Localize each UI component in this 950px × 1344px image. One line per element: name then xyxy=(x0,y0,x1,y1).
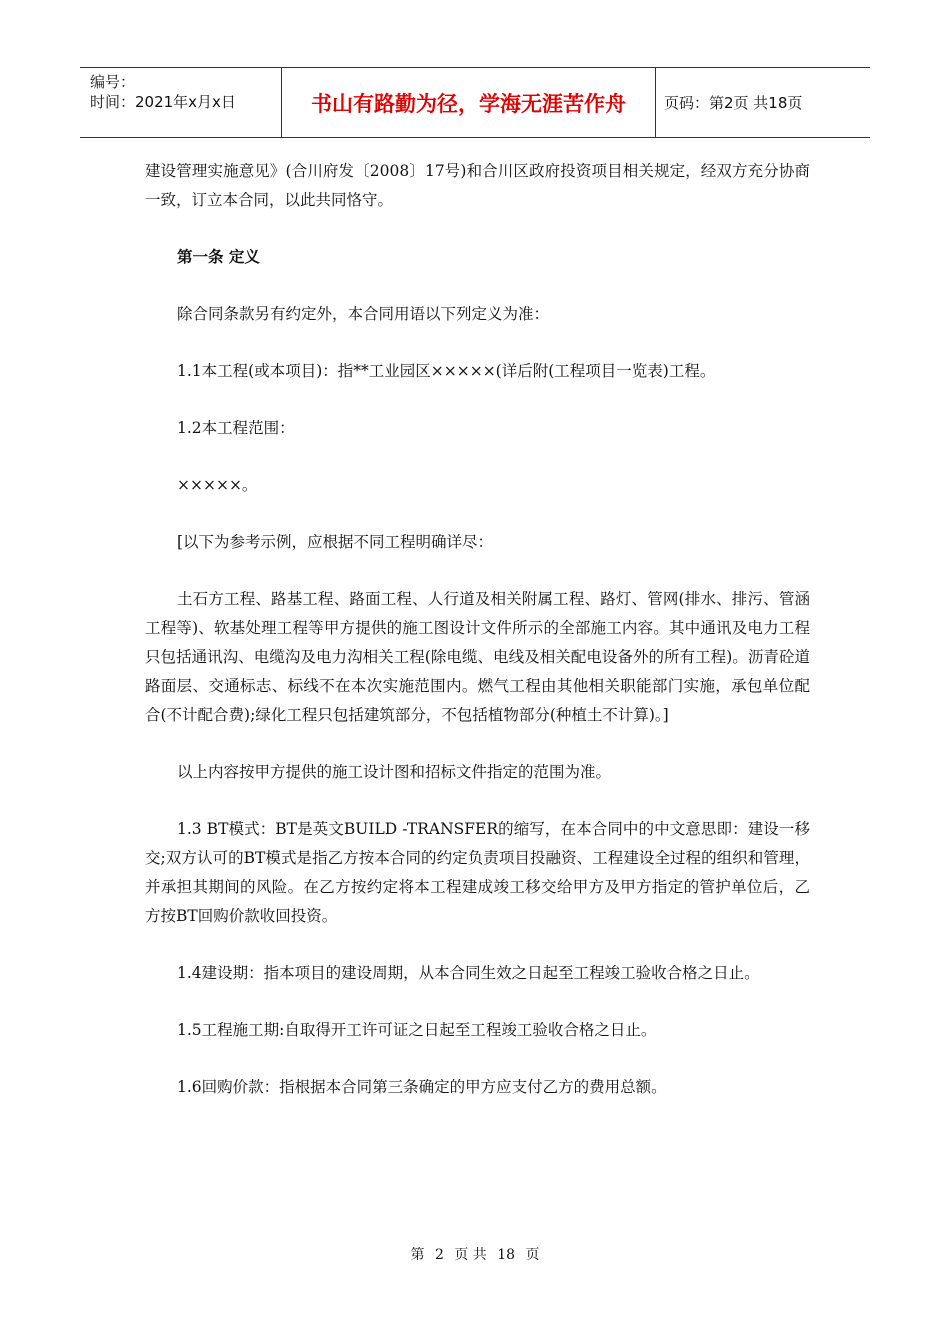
clause-1-4: 1.4建设期：指本项目的建设周期，从本合同生效之日起至工程竣工验收合格之日止。 xyxy=(177,964,760,982)
reference-note: [以下为参考示例，应根据不同工程明确详尽： xyxy=(177,533,494,551)
footer-page-number: 2 xyxy=(434,1247,444,1263)
scope-detail: 土石方工程、路基工程、路面工程、人行道及相关附属工程、路灯、管网(排水、排污、管涵工程等)、软基处理工程等甲方提供的施工图设计文件所示的全部施工内容。其中通讯及电力工程只包括通讯沟、电缆沟及电力沟相关工程(除电缆、电线及相关配电设备外的所有工程)。沥青砼道路面层、交通标志、标线不在本次实施范围内。燃气工程由其他相关职能部门实施，承包单位配合(不计配合费);绿化工程只包括建筑部分，不包括植物部分(种植土不计算)。] xyxy=(145,590,810,724)
footer-mid: 页 共 xyxy=(454,1247,487,1263)
intro-paragraph: 建设管理实施意见》(合川府发〔2008〕17号)和合川区政府投资项目相关规定，经双方充分协商一致，订立本合同，以此共同恪守。 xyxy=(145,162,810,209)
header-page-info: 页码：第2页 共18页 xyxy=(664,94,803,112)
header-meta xyxy=(80,68,282,137)
scope-placeholder: ×××××。 xyxy=(177,476,258,494)
clause-1-6: 1.6回购价款：指根据本合同第三条确定的甲方应支付乙方的费用总额。 xyxy=(177,1078,667,1096)
page-footer xyxy=(0,1244,950,1264)
header-motto: 书山有路勤为径，学海无涯苦作舟 xyxy=(282,68,656,137)
document-body xyxy=(145,157,810,1102)
clause-1-3: 1.3 BT模式：BT是英文BUILD -TRANSFER的缩写，在本合同中的中文意思即：建设一移交;双方认可的BT模式是指乙方按本合同的约定负责项目投融资、工程建设全过程的组织和管理，并承担其期间的风险。在乙方按约定将本工程建成竣工移交给甲方及甲方指定的管护单位后，乙方按BT回购价款收回投资。 xyxy=(145,820,810,925)
footer-prefix: 第 xyxy=(410,1247,425,1263)
footer-suffix: 页 xyxy=(525,1247,540,1263)
clause-1-1: 1.1本工程(或本项目)：指**工业园区×××××(详后附(工程项目一览表)工程。 xyxy=(177,362,716,380)
definition-intro: 除合同条款另有约定外，本合同用语以下列定义为准： xyxy=(177,305,550,323)
clause-1-5: 1.5工程施工期:自取得开工许可证之日起至工程竣工验收合格之日止。 xyxy=(177,1021,657,1039)
document-number-label: 编号： xyxy=(90,73,136,91)
document-date-label: 时间：2021年x月x日 xyxy=(90,93,236,111)
page-header xyxy=(80,67,870,138)
scope-basis: 以上内容按甲方提供的施工设计图和招标文件指定的范围为准。 xyxy=(177,763,612,781)
article-1-title: 第一条 定义 xyxy=(177,248,260,266)
footer-total-pages: 18 xyxy=(497,1247,516,1263)
clause-1-2: 1.2本工程范围： xyxy=(177,419,295,437)
